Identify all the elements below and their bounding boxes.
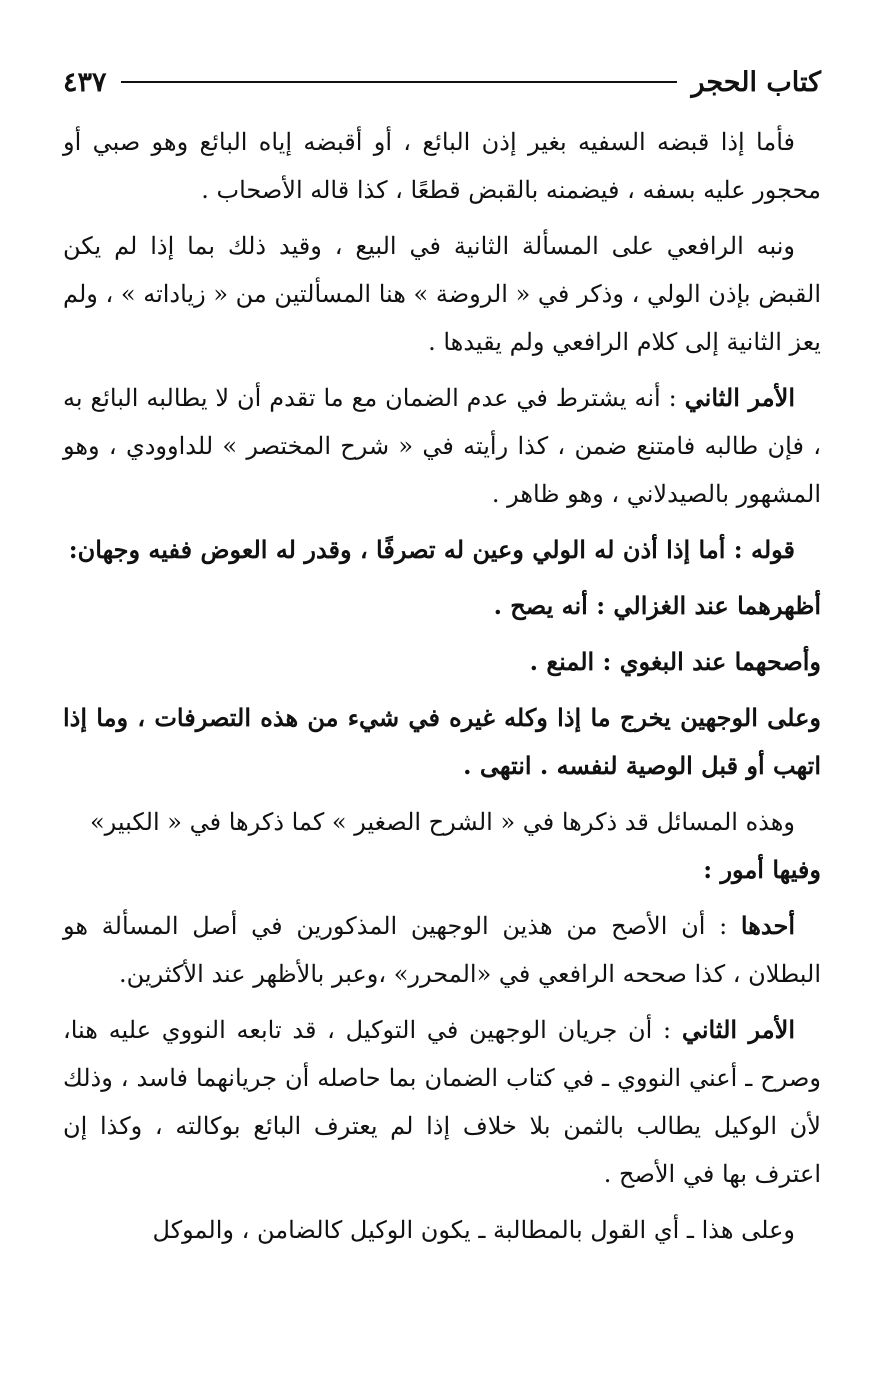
quoted-continuation: [63, 694, 821, 790]
paragraph-text: وهذه المسائل قد ذكرها في « الشرح الصغير » كما ذكرها في « الكبير»: [90, 808, 795, 836]
paragraph-8: [63, 798, 821, 846]
second-view: [63, 638, 821, 686]
page-body: [63, 118, 821, 1254]
paragraph-text: ونبه الرافعي على المسألة الثانية في البيع ، وقيد ذلك بما إذا لم يكن القبض بإذن الولي ، وذكر في « الروضة » هنا المسألتين من « زياداته » ، ولم يعز الثانية إلى كلام الرافعي ولم يقيدها .: [63, 232, 821, 356]
first-view: [63, 582, 821, 630]
paragraph-text: أظهرهما عند الغزالي : أنه يصح .: [493, 591, 821, 620]
paragraph-12: [63, 1206, 821, 1254]
paragraph-text: وعلى هذا ـ أي القول بالمطالبة ـ يكون الوكيل كالضامن ، والموكل: [152, 1216, 795, 1244]
paragraph-text: وأصحهما عند البغوي : المنع .: [529, 647, 821, 676]
page-number: ٤٣٧: [63, 66, 107, 98]
page-header: [63, 60, 821, 104]
header-rule: [121, 81, 678, 83]
paragraph-text: وفيها أمور :: [703, 855, 821, 884]
paragraph-11: [63, 1006, 821, 1198]
paragraph-text: فأما إذا قبضه السفيه بغير إذن البائع ، أو أقبضه إياه البائع وهو صبي أو محجور عليه بسفه ، فيضمنه بالقبض قطعًا ، كذا قاله الأصحاب .: [63, 128, 821, 204]
paragraph-1: [63, 118, 821, 214]
paragraph-text: : أنه يشترط في عدم الضمان مع ما تقدم أن لا يطالبه البائع به ، فإن طالبه فامتنع ضمن ، كذا رأيته في « شرح المختصر » للداوودي ، وهو المشهور بالصيدلاني ، وهو ظاهر .: [63, 384, 821, 508]
paragraph-3: [63, 374, 821, 518]
section-intro: [63, 846, 821, 894]
running-title: كتاب الحجر: [691, 66, 821, 98]
paragraph-text: قوله : أما إذا أذن له الولي وعين له تصرفًا ، وقدر له العوض ففيه وجهان:: [68, 535, 795, 564]
paragraph-2: [63, 222, 821, 366]
paragraph-lead: الأمر الثاني: [681, 1015, 795, 1044]
paragraph-lead: الأمر الثاني: [684, 383, 796, 412]
quoted-statement: [63, 526, 821, 574]
book-page: [63, 60, 821, 1262]
paragraph-text: وعلى الوجهين يخرج ما إذا وكله غيره في شيء من هذه التصرفات ، وما إذا اتهب أو قبل الوصية لنفسه . انتهى .: [63, 703, 821, 780]
paragraph-lead: أحدها: [740, 911, 795, 940]
paragraph-text: : أن جريان الوجهين في التوكيل ، قد تابعه النووي عليه هنا، وصرح ـ أعني النووي ـ في كتاب الضمان بما حاصله أن جريانهما فاسد ، وذلك لأن الوكيل يطالب بالثمن بلا خلاف إذا لم يعترف البائع بوكالته ، وكذا إن اعترف بها في الأصح .: [63, 1016, 821, 1188]
paragraph-10: [63, 902, 821, 998]
paragraph-text: : أن الأصح من هذين الوجهين المذكورين في أصل المسألة هو البطلان ، كذا صححه الرافعي في «المحرر» ،وعبر بالأظهر عند الأكثرين.: [63, 912, 821, 988]
